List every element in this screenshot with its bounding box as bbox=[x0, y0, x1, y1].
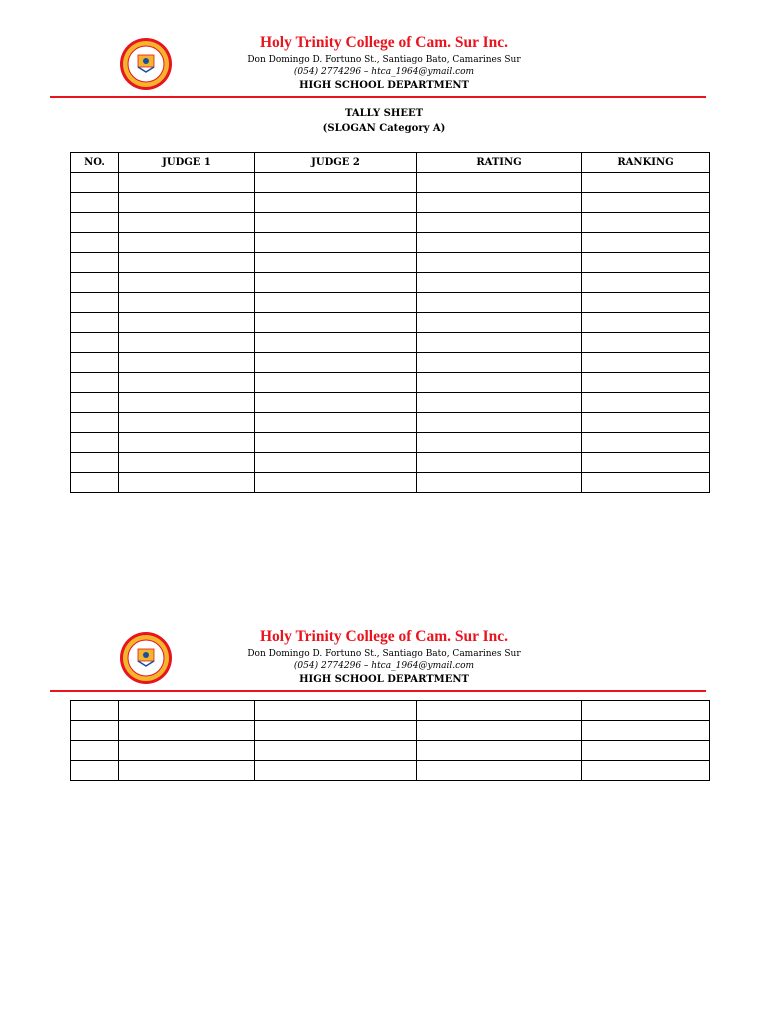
table-cell bbox=[119, 413, 255, 433]
table-cell bbox=[119, 233, 255, 253]
table-cell bbox=[119, 701, 255, 721]
department-name: HIGH SCHOOL DEPARTMENT bbox=[299, 674, 469, 685]
table-cell bbox=[71, 761, 119, 781]
school-address: Don Domingo D. Fortuno St., Santiago Bato, Camarines Sur bbox=[247, 649, 521, 659]
table-row bbox=[71, 193, 710, 213]
table-cell bbox=[71, 353, 119, 373]
table-row bbox=[71, 233, 710, 253]
table-cell bbox=[417, 433, 582, 453]
table-cell bbox=[71, 453, 119, 473]
table-cell bbox=[417, 453, 582, 473]
table-cell bbox=[417, 373, 582, 393]
table-cell bbox=[255, 453, 417, 473]
table-cell bbox=[417, 293, 582, 313]
table-cell bbox=[71, 173, 119, 193]
document-subtitle: (SLOGAN Category A) bbox=[322, 123, 446, 134]
table-cell bbox=[71, 253, 119, 273]
table-cell bbox=[71, 433, 119, 453]
table-cell bbox=[582, 393, 710, 413]
table-cell bbox=[255, 353, 417, 373]
table-cell bbox=[255, 273, 417, 293]
table-cell bbox=[71, 413, 119, 433]
table-row bbox=[71, 433, 710, 453]
table-row bbox=[71, 293, 710, 313]
table-cell bbox=[582, 173, 710, 193]
table-row bbox=[71, 373, 710, 393]
table-cell bbox=[255, 333, 417, 353]
table-row bbox=[71, 761, 710, 781]
table-cell bbox=[582, 333, 710, 353]
table-cell bbox=[582, 741, 710, 761]
table-cell bbox=[582, 253, 710, 273]
table-cell bbox=[582, 413, 710, 433]
table-cell bbox=[71, 393, 119, 413]
table-cell bbox=[582, 761, 710, 781]
table-cell bbox=[119, 393, 255, 413]
column-header-ranking: RANKING bbox=[582, 153, 710, 173]
department-name: HIGH SCHOOL DEPARTMENT bbox=[299, 80, 469, 91]
header-divider bbox=[50, 690, 706, 692]
table-row bbox=[71, 333, 710, 353]
table-cell bbox=[119, 721, 255, 741]
table-row bbox=[71, 413, 710, 433]
table-cell bbox=[417, 413, 582, 433]
letterhead-repeat bbox=[0, 626, 768, 696]
table-cell bbox=[417, 273, 582, 293]
table-cell bbox=[417, 721, 582, 741]
table-cell bbox=[255, 193, 417, 213]
table-cell bbox=[417, 193, 582, 213]
table-cell bbox=[71, 233, 119, 253]
table-cell bbox=[119, 173, 255, 193]
table-cell bbox=[255, 413, 417, 433]
table-row bbox=[71, 453, 710, 473]
table-row bbox=[71, 213, 710, 233]
table-cell bbox=[582, 313, 710, 333]
table-cell bbox=[119, 313, 255, 333]
table-cell bbox=[417, 741, 582, 761]
table-cell bbox=[71, 273, 119, 293]
table-cell bbox=[582, 273, 710, 293]
table-cell bbox=[582, 433, 710, 453]
table-cell bbox=[255, 741, 417, 761]
table-row bbox=[71, 273, 710, 293]
table-cell bbox=[417, 353, 582, 373]
table-cell bbox=[582, 213, 710, 233]
table-cell bbox=[119, 741, 255, 761]
table-cell bbox=[119, 193, 255, 213]
table-cell bbox=[417, 473, 582, 493]
table-cell bbox=[71, 701, 119, 721]
table-cell bbox=[417, 233, 582, 253]
table-header-row bbox=[71, 153, 710, 173]
table-cell bbox=[71, 313, 119, 333]
table-cell bbox=[582, 701, 710, 721]
table-cell bbox=[255, 761, 417, 781]
table-cell bbox=[417, 313, 582, 333]
table-cell bbox=[255, 233, 417, 253]
table-cell bbox=[417, 393, 582, 413]
table-cell bbox=[582, 293, 710, 313]
table-cell bbox=[119, 433, 255, 453]
table-cell bbox=[71, 193, 119, 213]
table-cell bbox=[417, 333, 582, 353]
table-cell bbox=[417, 213, 582, 233]
table-cell bbox=[255, 293, 417, 313]
column-header-judge-2: JUDGE 2 bbox=[255, 153, 417, 173]
table-row bbox=[71, 701, 710, 721]
school-name: Holy Trinity College of Cam. Sur Inc. bbox=[260, 34, 508, 51]
tally-table bbox=[70, 152, 710, 493]
school-address: Don Domingo D. Fortuno St., Santiago Bato, Camarines Sur bbox=[247, 55, 521, 65]
school-contact: (054) 2774296 – htca_1964@ymail.com bbox=[293, 661, 475, 671]
table-row bbox=[71, 473, 710, 493]
table-row bbox=[71, 721, 710, 741]
header-divider bbox=[50, 96, 706, 98]
table-cell bbox=[71, 373, 119, 393]
table-cell bbox=[119, 453, 255, 473]
letterhead bbox=[0, 32, 768, 102]
table-cell bbox=[417, 701, 582, 721]
table-cell bbox=[119, 253, 255, 273]
table-row bbox=[71, 173, 710, 193]
table-cell bbox=[582, 193, 710, 213]
school-name: Holy Trinity College of Cam. Sur Inc. bbox=[260, 628, 508, 645]
table-cell bbox=[71, 473, 119, 493]
table-row bbox=[71, 313, 710, 333]
table-cell bbox=[71, 293, 119, 313]
table-cell bbox=[119, 333, 255, 353]
table-cell bbox=[119, 213, 255, 233]
table-cell bbox=[255, 473, 417, 493]
table-cell bbox=[119, 273, 255, 293]
table-row bbox=[71, 393, 710, 413]
column-header-no: NO. bbox=[71, 153, 119, 173]
table-cell bbox=[71, 741, 119, 761]
table-cell bbox=[71, 721, 119, 741]
table-cell bbox=[119, 473, 255, 493]
table-cell bbox=[119, 761, 255, 781]
table-row bbox=[71, 353, 710, 373]
table-cell bbox=[255, 253, 417, 273]
document-title: TALLY SHEET bbox=[344, 108, 424, 119]
school-seal-logo bbox=[119, 37, 173, 91]
table-cell bbox=[582, 473, 710, 493]
table-cell bbox=[255, 393, 417, 413]
table-cell bbox=[417, 253, 582, 273]
school-contact: (054) 2774296 – htca_1964@ymail.com bbox=[293, 67, 475, 77]
column-header-rating: RATING bbox=[417, 153, 582, 173]
column-header-judge-1: JUDGE 1 bbox=[119, 153, 255, 173]
table-cell bbox=[119, 293, 255, 313]
table-cell bbox=[255, 721, 417, 741]
table-cell bbox=[255, 173, 417, 193]
document-titles bbox=[0, 106, 768, 136]
table-cell bbox=[71, 213, 119, 233]
table-cell bbox=[582, 721, 710, 741]
table-cell bbox=[119, 373, 255, 393]
table-cell bbox=[582, 233, 710, 253]
table-cell bbox=[255, 213, 417, 233]
table-cell bbox=[582, 373, 710, 393]
table-cell bbox=[582, 453, 710, 473]
table-row bbox=[71, 253, 710, 273]
table-row bbox=[71, 741, 710, 761]
table-cell bbox=[71, 333, 119, 353]
table-cell bbox=[255, 701, 417, 721]
table-cell bbox=[255, 313, 417, 333]
table-cell bbox=[417, 761, 582, 781]
tally-table-continued bbox=[70, 700, 710, 781]
table-cell bbox=[255, 373, 417, 393]
table-cell bbox=[119, 353, 255, 373]
school-seal-logo bbox=[119, 631, 173, 685]
table-cell bbox=[255, 433, 417, 453]
table-cell bbox=[417, 173, 582, 193]
table-cell bbox=[582, 353, 710, 373]
